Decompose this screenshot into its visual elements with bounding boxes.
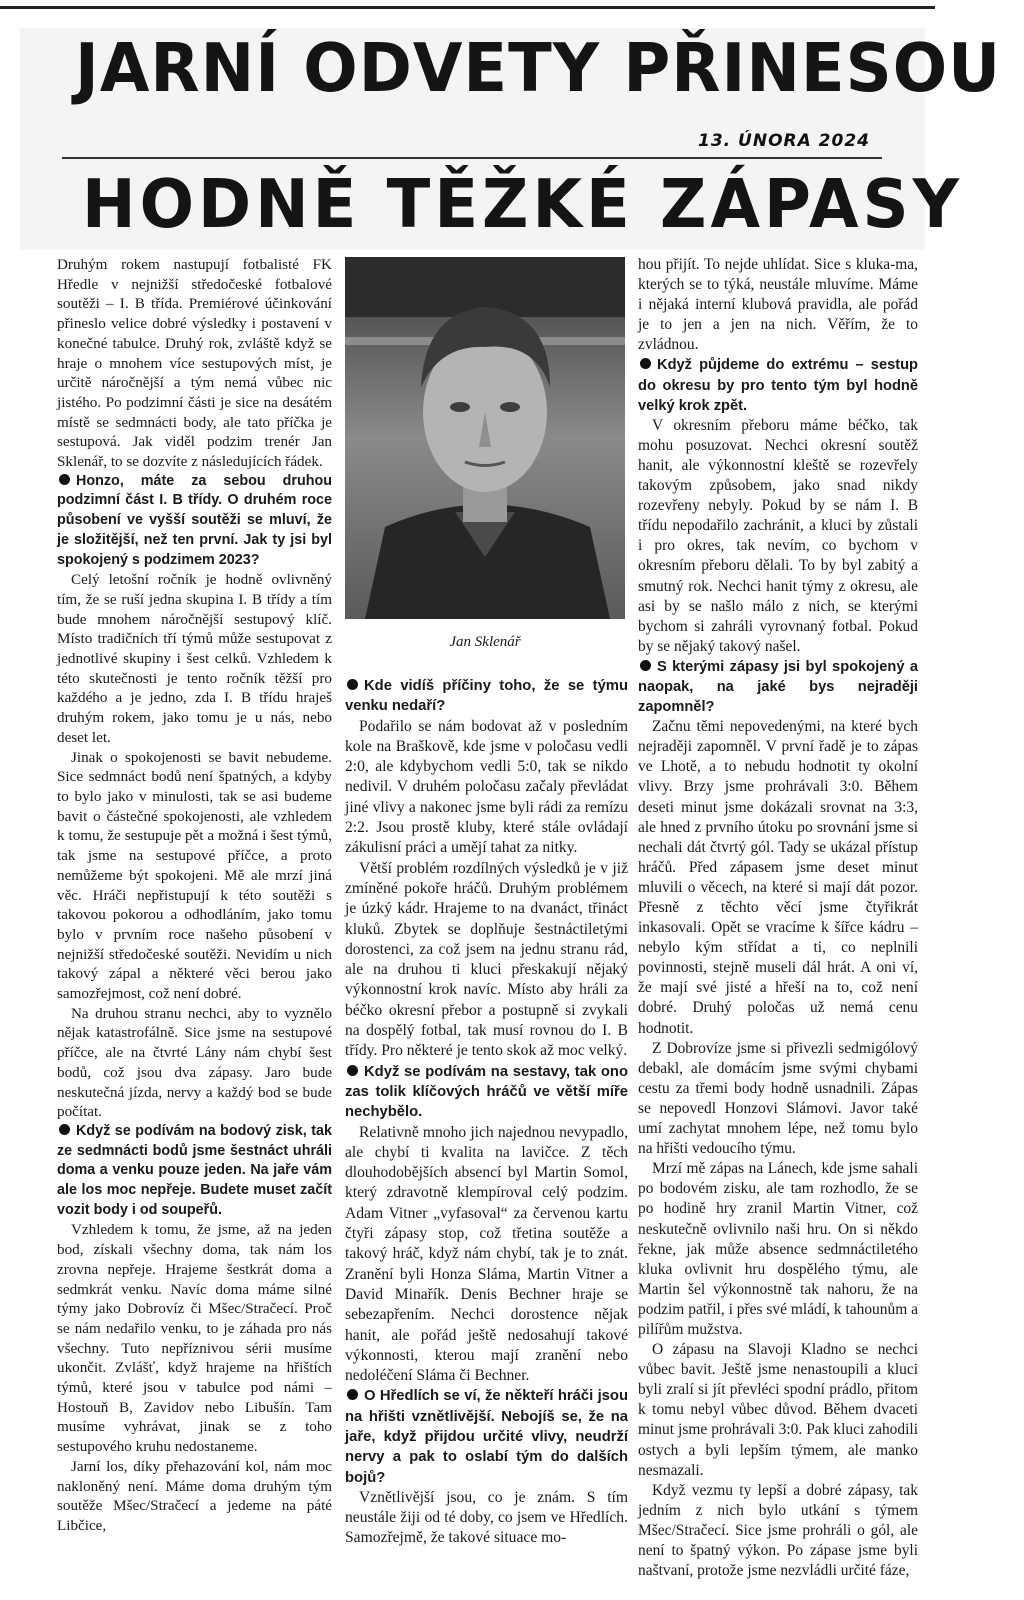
- bullet-icon: [347, 1065, 358, 1076]
- article-column-3: [638, 255, 918, 1581]
- headline-line-1: JARNÍ ODVETY PŘINESOU: [75, 30, 1002, 108]
- answer-paragraph: hou přijít. To nejde uhlídat. Sice s kluka-ma, kterých se to týká, neustále mluvíme. Máme i nějaká interní klubová pravidla, ale pořád je to jen a jen na nich. Věřím, že to zvládnou.: [638, 256, 918, 354]
- answer-paragraph: Vznětlivější jsou, co je znám. S tím neustále žiji od té doby, co jsem ve Hředlích. Samozřejmě, že takové situace mo-: [345, 1488, 628, 1547]
- question-2: Když se podívám na bodový zisk, tak ze sedmnácti bodů jsme šestnáct uhráli doma a venku pouze jeden. Na jaře vám ale los moc nepřeje. Budete muset začít vozit body i od soupeřů.: [57, 1122, 332, 1218]
- answer-paragraph: Když vezmu ty lepší a dobré zápasy, tak jedním z nich bylo utkání s týmem Mšec/Stračecí. Sice jsme prohráli o gól, ale není to špatný výkon. Po zápase jsme byli naštvaní, protože jsme nezvládli určité fáze,: [638, 1481, 918, 1580]
- portrait-photo: [345, 257, 625, 619]
- answer-paragraph: Vzhledem k tomu, že jsme, až na jeden bod, získali všechny doma, tak nám los zrovna nepřeje. Hrajeme šestkrát doma a sedmkrát venku. Navíc doma máme silné týmy jako Dobrovíz či Mšec/Stračecí. Proč se nám nedařilo venku, to je záhada pro nás všechny. Tuto nepříznivou sérii musíme ukončit. Zvlášť, když hrajeme na hřištích týmů, které jsou v tabulce pod námi – Hostouň B, Zavidov nebo Libušín. Tam musíme vyhrávat, jinak se z toho sestupového kruhu nedostaneme.: [57, 1221, 332, 1456]
- headline-line-2: HODNĚ TĚŽKÉ ZÁPASY: [82, 166, 963, 244]
- question-4: Když se podívám na sestavy, tak ono zas tolik klíčových hráčů ve větší míře nechybělo.: [345, 1063, 628, 1121]
- answer-paragraph: Relativně mnoho jich najednou nevypadlo, ale chybí ti kvalita na lavičce. Z těch dlouhodobějších absencí byl Martin Somol, který zdravotně klempíroval celý podzim. Adam Vitner „vyfasoval“ za červenou kartu čtyři zápasy stop, což třetina soutěže a takový hráč, když nám chybí, tak je to znát. Zranění byli Honza Sláma, Martin Vitner a David Minařík. Denis Bechner hraje se sebezapřením. Nechci dorostence nějak hanit, ale pořád ještě nedosahují takové výkonnosti, kterou mají zranění nebo nedoléčení Sláma či Bechner.: [345, 1123, 628, 1385]
- bullet-icon: [59, 1124, 70, 1135]
- answer-paragraph: Jinak o spokojenosti se bavit nebudeme. Sice sedmnáct bodů není špatných, a kdyby to bylo jako v minulosti, tak se asi budeme bavit o částečné spokojenosti, ale vzhledem k tomu, že sestupuje pět a možná i šest týmů, tak jsme na sestupové příčce, a proto nemůžeme být spokojeni. Mě ale mrzí jiná věc. Hráči nepřistupují k této soutěži s takovou pokorou a odhodláním, jako tomu bylo v prvním roce našeho působení v nejnižší středočeské soutěži. Nevidím u nich takový zápal a některé věci berou jako samozřejmost, což není dobré.: [57, 748, 332, 1003]
- bullet-icon: [640, 358, 651, 369]
- answer-paragraph: O zápasu na Slavoji Kladno se nechci vůbec bavit. Ještě jsme nenastoupili a kluci byli zralí si jít převléci spodní prádlo, přitom k tomu nebyl vůbec důvod. Během dvaceti minut jsme prohrávali 3:0. Pak kluci zahodili ostych a byli lepším týmem, ale manko nesmazali.: [638, 1341, 918, 1479]
- bullet-icon: [347, 679, 358, 690]
- answer-paragraph: Na druhou stranu nechci, aby to vyznělo nějak katastrofálně. Sice jsme na sestupové příčce, ale na čtvrté Lány nám chybí šest bodů, což jsou dva zápasy. Jaro bude neskutečná jízda, nervy a každý bod se bude počítat.: [57, 1004, 332, 1121]
- answer-paragraph: Celý letošní ročník je hodně ovlivněný tím, že se ruší jedna skupina I. B třídy a tím bude mnohem náročnější sestupový klíč. Místo tradičních tří týmů může sestupovat z jednotlivé skupiny i šest celků. Vzhledem k této skutečnosti je tento ročník těžší pro každého a je jedno, zda I. B třídu hraješ druhým rokem, jako tomu je u nás, nebo deset let.: [57, 571, 332, 746]
- answer-paragraph: Z Dobrovíze jsme si přivezli sedmigólový debakl, ale domácím jsme svými chybami cestu za třemi body hodně usnadnili. Zápas se nepovedl Honzovi Slámovi. Javor také umí zachytat mnohem lépe, než tomu bylo na hřišti vedoucího týmu.: [638, 1039, 918, 1158]
- answer-paragraph: Podařilo se nám bodovat až v posledním kole na Braškově, kde jsme v poločasu vedli 2:0, ale kdybychom vedli 5:0, tak se nikdo nedivil. V druhém poločasu začaly převládat jiné vlivy a nakonec jsme byli rádi za remízu 2:2. Jsou prostě kluby, které stále ovládají zákulisní práci a umějí tahat za nitky.: [345, 717, 628, 857]
- top-border-line: [0, 6, 935, 9]
- answer-paragraph: V okresním přeboru máme béčko, tak mohu posuzovat. Nechci okresní soutěž hanit, ale výkonnostní kleště se rozevřely takovým způsobem, jako snad nikdy rozevřeny nebyly. Pokud by se nám I. B třídu nepodařilo zachránit, a kluci by zůstali i pro okres, tak nevím, co bychom v okresním přeboru dělali. To by byl zabitý a smutný rok. Nechci hanit týmy z okresu, ale asi by se našlo málo z nich, se kterými bychom si zahráli vyrovnaný fotbal. Pokud by se nějaký takový našel.: [638, 416, 918, 655]
- intro-paragraph: Druhým rokem nastupují fotbalisté FK Hředle v nejnižší středočeské fotbalové soutěži – I. B třída. Premiérové účinkování přineslo velice dobré výsledky i postavení v konečné tabulce. Druhý rok, zvláště když se hraje o mnohem více sestupových míst, je určitě náročnější a tým nemá vůbec nic jistého. Po podzimní části je sice na desátém místě se sedmnácti body, ale tato příčka je sestupová. Jak viděl podzim trenér Jan Sklenář, to se dozvíte z následujících řádek.: [57, 256, 332, 471]
- headline-rule: [62, 157, 882, 159]
- photo-caption: Jan Sklenář: [449, 634, 521, 650]
- bullet-icon: [347, 1389, 358, 1400]
- answer-paragraph: Začnu těmi nepovedenými, na které bych nejraději zapomněl. V první řadě je to zápas ve Lhotě, a to nebudu hodnotit ty okolní vlivy. Brzy jsme prohrávali 3:0. Během deseti minut jsme dokázali srovnat na 3:3, ale hned z prvního útoku po srovnání jsme si nechali dát čtvrtý gól. Tady se ukázal přístup hráčů. Před zápasem jsme deset minut mluvili o věcech, na které si mají dát pozor. Přesně z těchto věcí jsme čtyřikrát inkasovali. Opět se vracíme k šířce kádru – nebylo kým střídat a ti, co neplnili povinnosti, stejně museli dál hrát. A oni ví, že mají své jisté a hřeší na to, což není dobré. Druhý poločas už nemá cenu hodnotit.: [638, 718, 918, 1037]
- article-column-2: [345, 676, 628, 1549]
- bullet-icon: [59, 474, 70, 485]
- article-column-1: [57, 255, 332, 1536]
- answer-paragraph: Větší problém rozdílných výsledků je v již zmíněné pokoře hráčů. Druhým problémem je úzký kádr. Hrajeme to na dvanáct, třináct kluků. Zbytek se doplňuje šestnáctiletými dorostenci, za což jsem na jednu stranu rád, ale na druhou ti kluci přeskakují nějaký výkonnostní krok navíc. Místo aby hráli za béčko okresní přebor a postupně si zvykali na dospělý fotbal, tak musí rovnou do I. B třídy. Pro některé je tento skok až moc velký.: [345, 859, 628, 1060]
- answer-paragraph: Mrzí mě zápas na Lánech, kde jsme sahali po bodovém zisku, ale tam rozhodlo, že se po hodině hry zranil Martin Vitner, což neskutečně ovlivnilo naši hru. On si někdo řekne, jak může absence sedmnáctiletého kluka ovlivnit hru dospělého týmu, ale Martin šel výkonnostně tak nahoru, že na podzim patřil, i přes své mládí, k tahounům a pilířům mužstva.: [638, 1160, 918, 1338]
- question-7: S kterými zápasy jsi byl spokojený a naopak, na jaké bys nejraději zapomněl?: [638, 658, 918, 716]
- question-1: Honzo, máte za sebou druhou podzimní část I. B třídy. O druhém roce působení ve vyšší soutěži se mluví, že je složitější, než ten první. Jak ty jsi byl spokojený s podzimem 2023?: [57, 472, 332, 568]
- bullet-icon: [640, 660, 651, 671]
- publication-date: 13. ÚNORA 2024: [698, 131, 870, 151]
- question-5: O Hředlích se ví, že někteří hráči jsou na hřišti vznětlivější. Nebojíš se, že na jaře, když přijdou určité vlivy, neudrží nervy a pak to oslabí tým do dalších bojů?: [345, 1388, 628, 1486]
- question-6: Když půjdeme do extrému – sestup do okresu by pro tento tým byl hodně velký krok zpět.: [638, 357, 918, 414]
- answer-paragraph: Jarní los, díky přehazování kol, nám moc nakloněný není. Máme doma druhým tým soutěže Mšec/Stračecí a jedeme na páté Libčice,: [57, 1457, 332, 1534]
- question-3: Kde vidíš příčiny toho, že se týmu venku nedaří?: [345, 678, 628, 715]
